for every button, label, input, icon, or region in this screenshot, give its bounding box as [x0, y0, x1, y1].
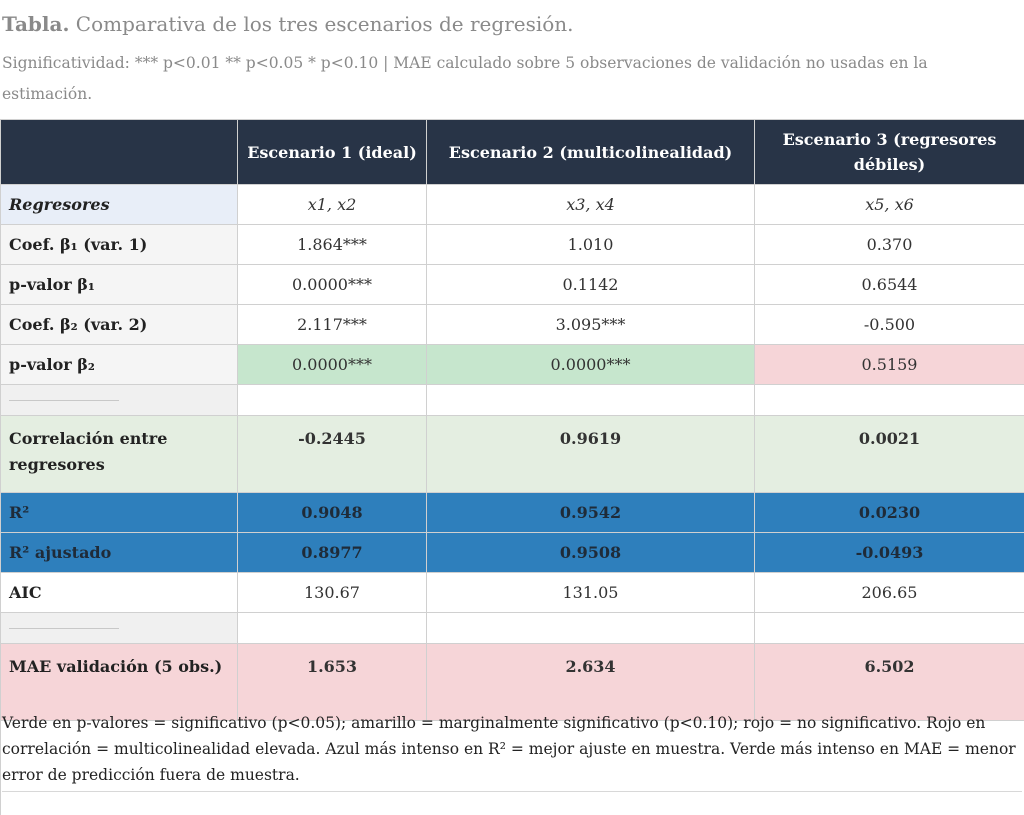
- separator-row: [1, 613, 1024, 644]
- cell-escenario-2: 0.9508: [427, 533, 755, 573]
- cell-escenario-3: 0.5159: [755, 345, 1024, 385]
- cell-escenario-1: 2.117***: [238, 305, 427, 345]
- row-coef1: [1, 225, 1024, 265]
- table-subtitle: Significatividad: *** p<0.01 ** p<0.05 * p<0.10 | MAE calculado sobre 5 observaciones de validación no usadas en la estimación.: [2, 54, 928, 103]
- header-escenario-2: Escenario 2 (multicolinealidad): [427, 120, 755, 185]
- cell-escenario-2: 131.05: [427, 573, 755, 613]
- cell-escenario-2: 2.634: [427, 644, 755, 721]
- cell-escenario-3: 0.0021: [755, 416, 1024, 493]
- separator-empty: [427, 385, 755, 416]
- cell-escenario-1: x1, x2: [238, 185, 427, 225]
- cell-escenario-3: 6.502: [755, 644, 1024, 721]
- separator-cell: [1, 613, 238, 644]
- row-label: R²: [1, 493, 238, 533]
- row-label: p-valor β₂: [1, 345, 238, 385]
- header-row: [1, 120, 1024, 185]
- cell-escenario-3: 0.370: [755, 225, 1024, 265]
- separator-line: [9, 628, 119, 629]
- cell-escenario-2: 0.9542: [427, 493, 755, 533]
- row-coef2: [1, 305, 1024, 345]
- cell-escenario-1: 0.0000***: [238, 345, 427, 385]
- row-mae: [1, 644, 1024, 721]
- row-regresores: [1, 185, 1024, 225]
- row-label: AIC: [1, 573, 238, 613]
- cell-escenario-2: 3.095***: [427, 305, 755, 345]
- separator-row: [1, 385, 1024, 416]
- cell-escenario-3: -0.500: [755, 305, 1024, 345]
- cell-escenario-1: 1.653: [238, 644, 427, 721]
- comparison-table: [0, 119, 1024, 721]
- header-empty: [1, 120, 238, 185]
- row-label: MAE validación (5 obs.): [1, 644, 238, 721]
- cell-escenario-2: 0.0000***: [427, 345, 755, 385]
- separator-empty: [427, 613, 755, 644]
- cell-escenario-2: 0.1142: [427, 265, 755, 305]
- separator-empty: [755, 613, 1024, 644]
- table-note: Verde en p-valores = significativo (p<0.05); amarillo = marginalmente significativo (p<0.10); rojo = no significativo. Rojo en correlación = multicolinealidad elevada. Azul más intenso en R² = mejor ajuste en muestra. Verde más intenso en MAE = menor error de predicción fuera de muestra.: [2, 710, 1022, 792]
- row-label: Correlación entre regresores: [1, 416, 238, 493]
- header-escenario-3: Escenario 3 (regresores débiles): [755, 120, 1024, 185]
- row-pval2: [1, 345, 1024, 385]
- row-r2-ajustado: [1, 533, 1024, 573]
- separator-line: [9, 400, 119, 401]
- cell-escenario-1: 0.0000***: [238, 265, 427, 305]
- table-title: [2, 12, 574, 36]
- header-escenario-1: Escenario 1 (ideal): [238, 120, 427, 185]
- separator-empty: [238, 613, 427, 644]
- row-label: Coef. β₁ (var. 1): [1, 225, 238, 265]
- separator-empty: [755, 385, 1024, 416]
- cell-escenario-3: 206.65: [755, 573, 1024, 613]
- row-correlacion: [1, 416, 1024, 493]
- cell-escenario-3: 0.6544: [755, 265, 1024, 305]
- row-label: Coef. β₂ (var. 2): [1, 305, 238, 345]
- title-text: Comparativa de los tres escenarios de regresión.: [75, 12, 574, 36]
- cell-escenario-1: 1.864***: [238, 225, 427, 265]
- cell-escenario-1: 0.8977: [238, 533, 427, 573]
- row-label: p-valor β₁: [1, 265, 238, 305]
- row-label: Regresores: [1, 185, 238, 225]
- row-label: R² ajustado: [1, 533, 238, 573]
- row-aic: [1, 573, 1024, 613]
- cell-escenario-1: -0.2445: [238, 416, 427, 493]
- title-prefix: Tabla.: [2, 12, 70, 36]
- cell-escenario-1: 130.67: [238, 573, 427, 613]
- separator-cell: [1, 385, 238, 416]
- separator-empty: [238, 385, 427, 416]
- cell-escenario-3: 0.0230: [755, 493, 1024, 533]
- row-r2: [1, 493, 1024, 533]
- cell-escenario-2: 0.9619: [427, 416, 755, 493]
- cell-escenario-2: x3, x4: [427, 185, 755, 225]
- cell-escenario-1: 0.9048: [238, 493, 427, 533]
- cell-escenario-3: -0.0493: [755, 533, 1024, 573]
- cell-escenario-2: 1.010: [427, 225, 755, 265]
- cell-escenario-3: x5, x6: [755, 185, 1024, 225]
- row-pval1: [1, 265, 1024, 305]
